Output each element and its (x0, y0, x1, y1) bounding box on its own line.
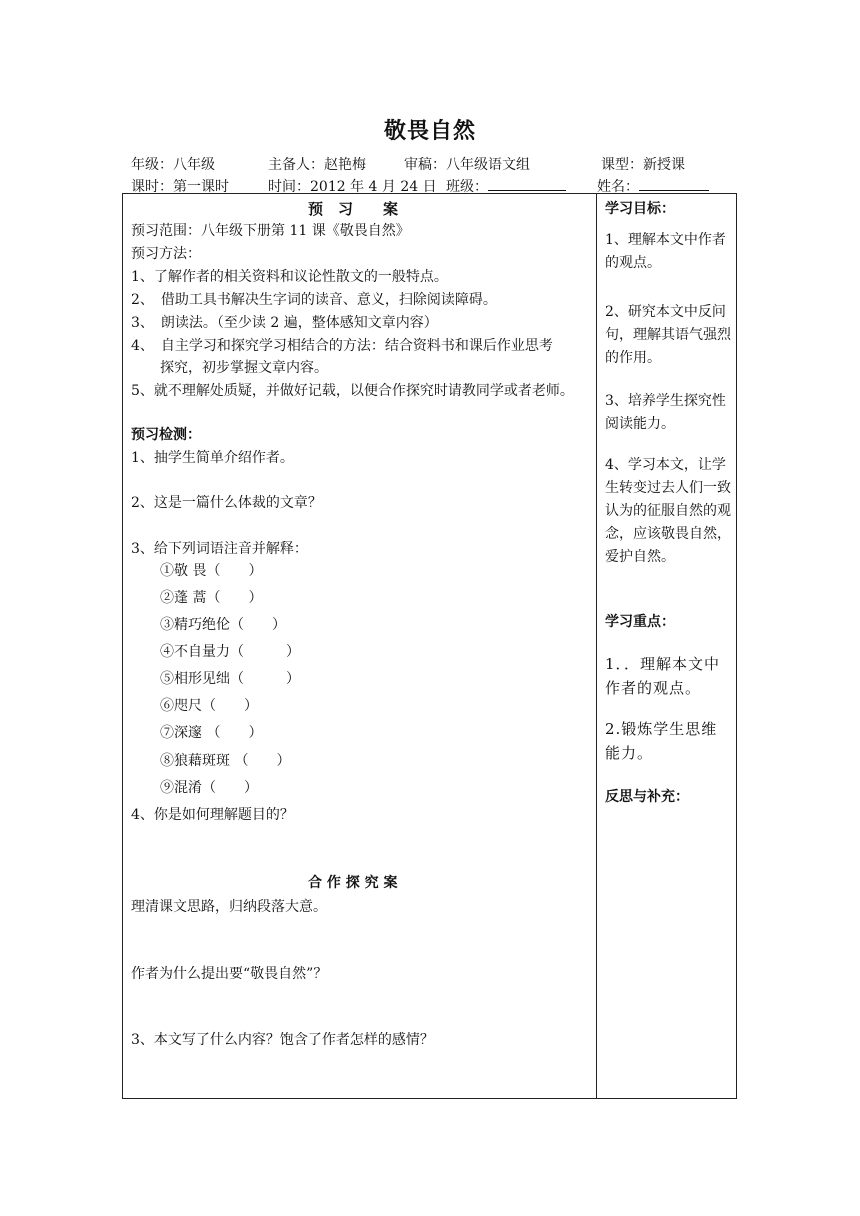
check-question: 4、你是如何理解题目的？ (131, 807, 294, 823)
preview-method-label: 预习方法： (131, 246, 201, 262)
grade-info: 年级：八年级 (131, 157, 215, 173)
goals-heading: 学习目标： (605, 201, 675, 217)
column-divider (596, 193, 597, 1099)
vocab-item: ②蓬 蒿（ ） (160, 590, 263, 606)
focus-item: 2.锻炼学生思维能力。 (605, 720, 718, 762)
preview-scope: 预习范围：八年级下册第 11 课《敬畏自然》 (131, 223, 410, 239)
name-blank (639, 176, 709, 191)
check-question: 2、这是一篇什么体裁的文章？ (131, 495, 322, 511)
vocab-item: ⑧狼藉斑斑 （ ） (160, 753, 291, 769)
preview-check-label: 预习检测： (131, 427, 201, 443)
vocab-item: ④不自量力（ ） (160, 644, 300, 660)
focus-heading: 学习重点： (605, 614, 675, 630)
cooperative-heading: 合 作 探 究 案 (308, 875, 398, 891)
check-question: 1、抽学生简单介绍作者。 (131, 450, 294, 466)
vocab-item: ⑤相形见绌（ ） (160, 671, 300, 687)
class-blank (488, 176, 566, 191)
date-info: 时间：2012 年 4 月 24 日 (268, 179, 437, 195)
focus-item: 1．．理解本文中作者的观点。 (605, 655, 721, 697)
vocab-item: ⑦深邃 （ ） (160, 725, 263, 741)
cooperative-task: 3、本文写了什么内容？饱含了作者怎样的感情？ (131, 1032, 434, 1048)
goal-item: 3、培养学生探究性阅读能力。 (605, 393, 726, 432)
check-question: 3、给下列词语注音并解释： (131, 541, 308, 557)
vocab-item: ⑨混淆（ ） (160, 780, 258, 796)
vocab-item: ③精巧绝伦（ ） (160, 617, 286, 633)
method-item: 3、 朗读法。（至少读 2 遍，整体感知文章内容） (131, 315, 438, 331)
method-item: 2、 借助工具书解决生字词的读音、意义，扫除阅读障碍。 (131, 292, 497, 308)
reflection-heading: 反思与补充： (605, 789, 689, 805)
vocab-item: ⑥咫尺（ ） (160, 698, 258, 714)
period-info: 课时：第一课时 (131, 179, 229, 195)
goal-item: 2、研究本文中反问句，理解其语气强烈的作用。 (605, 304, 731, 366)
goal-item: 4、学习本文，让学生转变过去人们一致认为的征服自然的观念，应该敬畏自然，爱护自然。 (605, 457, 731, 565)
preview-heading: 预 习 案 (308, 200, 399, 218)
class-label: 班级： (446, 179, 488, 195)
page-title: 敬畏自然 (383, 119, 476, 144)
method-item-continued: 探究，初步掌握文章内容。 (160, 360, 328, 376)
vocab-item: ①敬 畏（ ） (160, 563, 263, 579)
cooperative-task: 理清课文思路，归纳段落大意。 (131, 899, 327, 915)
cooperative-task: 作者为什么提出要“敬畏自然”？ (131, 966, 328, 982)
method-item: 4、 自主学习和探究学习相结合的方法：结合资料书和课后作业思考 (131, 338, 553, 354)
goal-item: 1、理解本文中作者的观点。 (605, 232, 726, 271)
preparer-info: 主备人：赵艳梅 (268, 157, 366, 173)
method-item: 1、了解作者的相关资料和议论性散文的一般特点。 (131, 269, 448, 285)
method-item: 5、就不理解处质疑，并做好记载，以便合作探究时请教同学或者老师。 (131, 383, 574, 399)
reviewer-info: 审稿：八年级语文组 (404, 157, 530, 173)
lesson-type-info: 课型：新授课 (601, 157, 685, 173)
name-label: 姓名： (597, 179, 639, 195)
